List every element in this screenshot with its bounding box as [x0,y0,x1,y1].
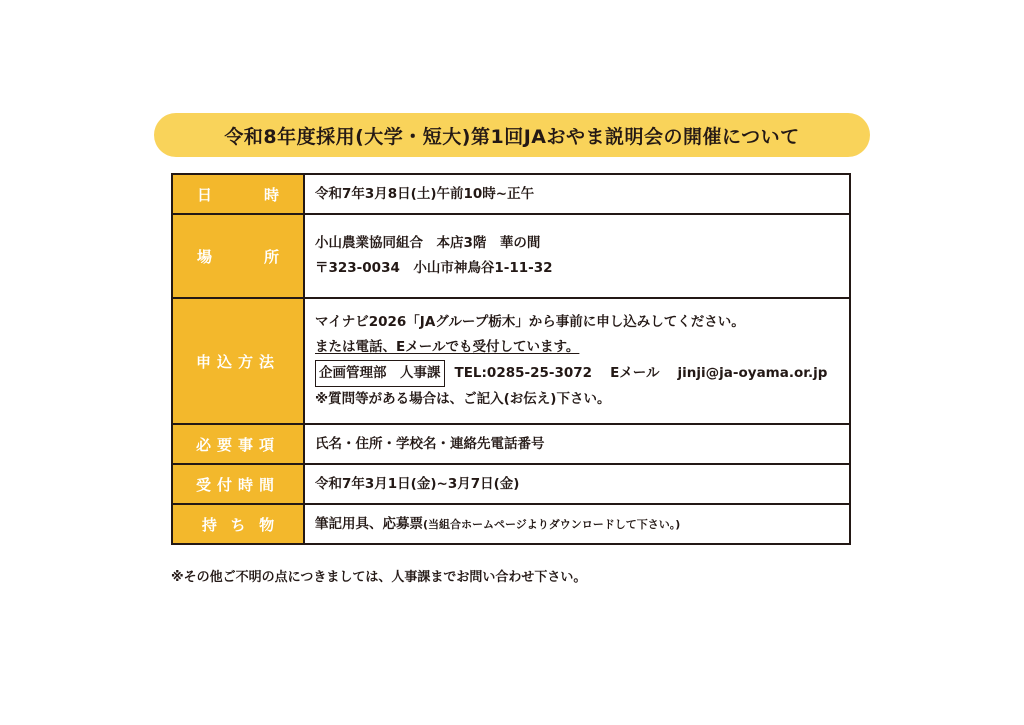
table-row-venue [172,214,850,298]
value-required: 氏名・住所・学校名・連絡先電話番号 [304,424,850,464]
info-table [171,173,851,545]
email-label: Eメール [610,365,660,381]
belongings-note: (当組合ホームページよりダウンロードして下さい。) [423,517,681,531]
label-required: 必要事項 [172,424,304,464]
apply-line-mynavi: マイナビ2026「JAグループ栃木」から事前に申し込みしてください。 [315,314,745,330]
belongings-main: 筆記用具、応募票 [315,515,423,532]
value-reception: 令和7年3月1日(金)~3月7日(金) [304,464,850,504]
apply-contact-line [315,360,839,387]
label-belongings: 持 ち 物 [172,504,304,544]
apply-line-phone-email: または電話、Eメールでも受付しています。 [315,339,580,355]
value-belongings [304,504,850,544]
venue-name: 小山農業協同組合 本店3階 華の間 [315,235,541,251]
table-row-reception [172,464,850,504]
venue-address: 〒323-0034 小山市神鳥谷1-11-32 [315,260,553,276]
department-box: 企画管理部 人事課 [315,360,445,387]
table-row-datetime [172,174,850,214]
table-row-apply [172,298,850,424]
label-venue: 場 所 [172,214,304,298]
footnote: ※その他ご不明の点につきましては、人事課までお問い合わせ下さい。 [171,570,587,585]
label-apply: 申込方法 [172,298,304,424]
value-venue [304,214,850,298]
apply-note: ※質問等がある場合は、ご記入(お伝え)下さい。 [315,391,611,407]
label-reception: 受付時間 [172,464,304,504]
phone-number: TEL:0285-25-3072 [454,365,593,381]
email-address: jinji@ja-oyama.or.jp [677,365,828,381]
table-row-required [172,424,850,464]
value-datetime: 令和7年3月8日(土)午前10時~正午 [304,174,850,214]
page-title [154,113,870,157]
table-row-belongings [172,504,850,544]
label-datetime: 日 時 [172,174,304,214]
value-apply [304,298,850,424]
page-title-text: 令和8年度採用(大学・短大)第1回JAおやま説明会の開催について [224,125,800,148]
